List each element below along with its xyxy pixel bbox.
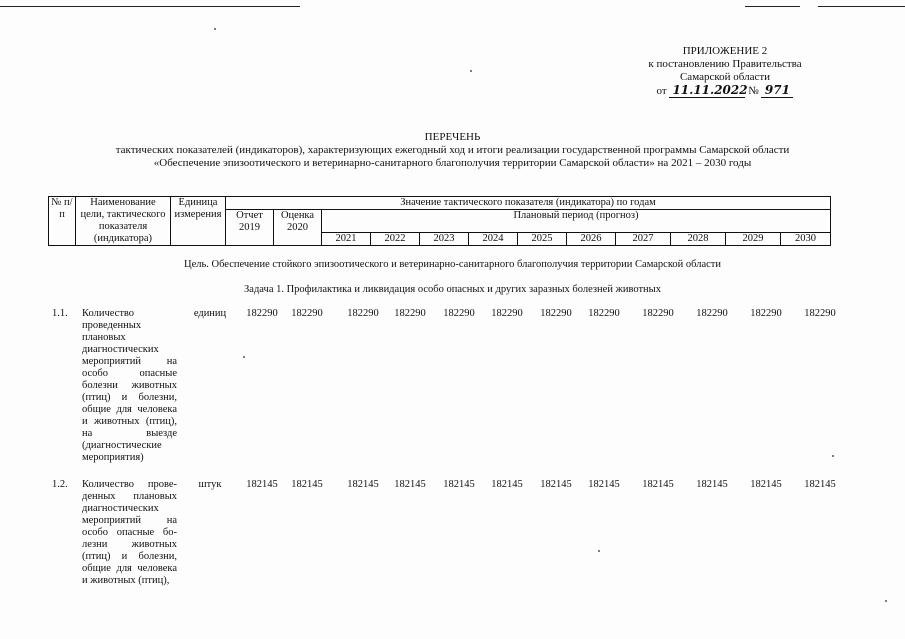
document-title-line1: тактических показателей (индикаторов), характеризующих ежегодный ход и итоги реализации государственной программы Самарской области <box>115 144 790 156</box>
appendix-title: ПРИЛОЖЕНИЕ 2 <box>682 45 768 57</box>
col-values-group-header: Значение тактического показателя (индикатора) по годам <box>226 197 831 210</box>
row-value: 182145 <box>804 479 836 490</box>
scan-speck <box>598 550 600 552</box>
col-year-header: 2024 <box>469 233 518 246</box>
col-year-header: 2027 <box>616 233 671 246</box>
from-label: от <box>656 85 667 97</box>
col-year-header: 2025 <box>518 233 567 246</box>
col-year-header: 2030 <box>781 233 831 246</box>
row-value: 182145 <box>750 479 782 490</box>
task-heading: Задача 1. Профилактика и ликвидация особо опасных и других заразных болезней животных <box>244 284 661 295</box>
row-value: 182145 <box>588 479 620 490</box>
row-value: 182290 <box>246 308 278 319</box>
appendix-date-line <box>620 84 830 98</box>
scan-edge-line <box>0 6 300 7</box>
col-num-header: № п/п <box>49 197 76 246</box>
estimate-year: 2020 <box>287 222 308 233</box>
appendix-region: Самарской области <box>679 71 771 83</box>
col-year-header: 2029 <box>726 233 781 246</box>
document-heading: ПЕРЕЧЕНЬ <box>424 131 481 143</box>
row-indicator-name: Количество проведенных плановых диагностических мероприятий на особо опасные болезни животных (птиц) и болезни, общие для человека и животных (птиц), на выезде (диагностические мероприятия) <box>82 308 177 463</box>
row-value: 182290 <box>642 308 674 319</box>
row-value: 182290 <box>540 308 572 319</box>
row-number: 1.1. <box>52 308 68 319</box>
row-value: 182290 <box>588 308 620 319</box>
report-label: Отчет <box>236 210 263 221</box>
col-name-header: Наименование цели, тактического показателя (индикатора) <box>76 197 171 246</box>
row-value: 182145 <box>491 479 523 490</box>
row-value: 182290 <box>443 308 475 319</box>
row-value: 182145 <box>443 479 475 490</box>
row-value: 182290 <box>291 308 323 319</box>
scan-speck <box>885 600 887 602</box>
col-report-header <box>226 210 274 246</box>
estimate-label: Оценка <box>280 210 315 221</box>
row-value: 182145 <box>347 479 379 490</box>
scan-edge-line <box>818 6 905 7</box>
row-value: 182290 <box>696 308 728 319</box>
row-unit: штук <box>198 479 222 490</box>
scan-speck <box>243 356 245 358</box>
row-value: 182290 <box>347 308 379 319</box>
row-unit: единиц <box>193 308 227 319</box>
row-indicator-name: Количество прове-денных плановых диагностических мероприятий на особо опасные бо-лезни животных (птиц) и болезни, общие для человека и животных (птиц), <box>82 479 177 586</box>
scan-speck <box>214 28 216 30</box>
row-value: 182290 <box>491 308 523 319</box>
col-year-header: 2022 <box>371 233 420 246</box>
col-year-header: 2026 <box>567 233 616 246</box>
number-label: № <box>748 85 759 97</box>
col-estimate-header <box>274 210 322 246</box>
handwritten-date: 11.11.2022 <box>669 84 745 98</box>
row-value: 182145 <box>291 479 323 490</box>
appendix-block <box>620 45 830 98</box>
col-year-header: 2023 <box>420 233 469 246</box>
row-value: 182290 <box>804 308 836 319</box>
appendix-resolution: к постановлению Правительства <box>648 58 802 70</box>
scan-speck <box>832 455 834 457</box>
row-value: 182145 <box>394 479 426 490</box>
indicators-table-header <box>48 196 831 246</box>
handwritten-number: 971 <box>761 84 793 98</box>
row-value: 182290 <box>750 308 782 319</box>
report-year: 2019 <box>239 222 260 233</box>
col-year-header: 2021 <box>322 233 371 246</box>
goal-heading: Цель. Обеспечение стойкого эпизоотического и ветеринарно-санитарного благополучия территории Самарской области <box>183 259 721 270</box>
row-value: 182145 <box>696 479 728 490</box>
col-plan-period-header: Плановый период (прогноз) <box>322 210 831 233</box>
row-value: 182145 <box>540 479 572 490</box>
row-value: 182145 <box>246 479 278 490</box>
row-number: 1.2. <box>52 479 68 490</box>
scan-speck <box>470 70 472 72</box>
scan-edge-line <box>745 6 800 7</box>
document-title-line2: «Обеспечение эпизоотического и ветеринарно-санитарного благополучия территории Самарской области» на 2021 – 2030 годы <box>153 157 752 169</box>
row-value: 182145 <box>642 479 674 490</box>
col-unit-header: Единица измерения <box>171 197 226 246</box>
row-value: 182290 <box>394 308 426 319</box>
col-year-header: 2028 <box>671 233 726 246</box>
